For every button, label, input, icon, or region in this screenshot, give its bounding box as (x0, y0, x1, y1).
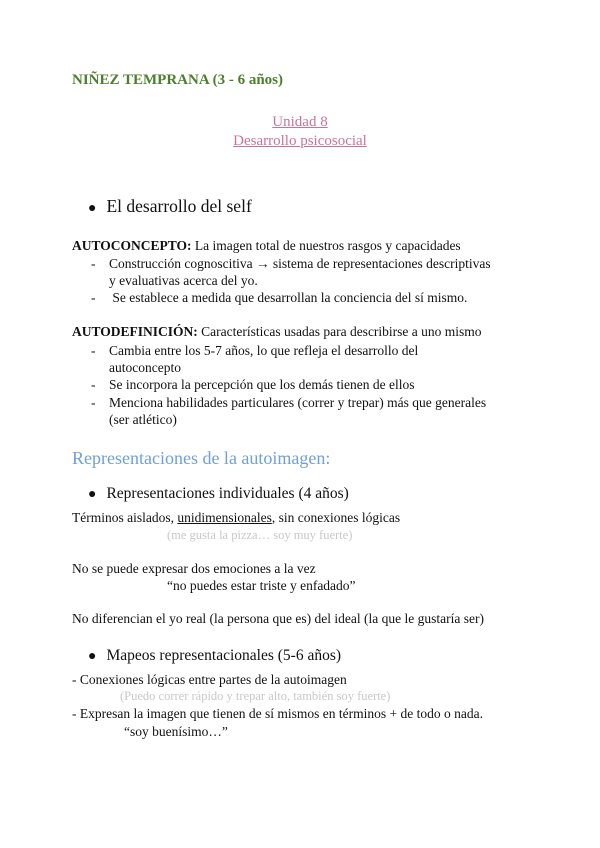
bullet-icon: ● (88, 201, 97, 216)
list-item-text: Se establece a medida que desarrollan la conciencia del sí mismo. (109, 290, 468, 305)
dash-icon: - (91, 290, 96, 305)
mapeos-heading-text: Mapeos representacionales (5-6 años) (106, 647, 342, 664)
list-item (91, 377, 415, 393)
mapeos-line1: - Conexiones lógicas entre partes de la autoimagen (72, 672, 347, 687)
list-item-text: Menciona habilidades particulares (correr y trepar) más que generales (109, 395, 487, 410)
autodefinicion-definition (72, 324, 482, 340)
bullet-icon: ● (88, 649, 97, 664)
individuales-example: (me gusta la pizza… soy muy fuerte) (167, 528, 353, 542)
individuales-heading-text: Representaciones individuales (4 años) (106, 485, 349, 502)
list-item-continuation: (ser atlético) (109, 412, 177, 427)
list-item (91, 343, 418, 359)
individuales-quote: “no puedes estar triste y enfadado” (167, 578, 356, 593)
self-heading-text: El desarrollo del self (106, 196, 252, 216)
individuales-line1 (72, 510, 400, 526)
dash-icon: - (91, 256, 96, 271)
list-item (91, 395, 486, 411)
text: Términos aislados, (72, 510, 178, 525)
dash-icon: - (91, 343, 96, 358)
autodefinicion-text: Características usadas para describirse a uno mismo (197, 324, 482, 339)
list-item-text: Se incorpora la percepción que los demás tienen de ellos (109, 377, 415, 392)
list-item (91, 290, 467, 306)
list-item-text: Cambia entre los 5-7 años, lo que refleja el desarrollo del (109, 343, 419, 358)
section-title: NIÑEZ TEMPRANA (3 - 6 años) (72, 72, 283, 88)
mapeos-line2: - Expresan la imagen que tienen de sí mismos en términos + de todo o nada. (72, 706, 484, 721)
list-item (91, 256, 491, 272)
dash-icon: - (91, 377, 96, 392)
mapeos-quote: “soy buenísimo…” (124, 724, 228, 739)
dash-icon: - (91, 395, 96, 410)
list-item-continuation: y evaluativas acerca del yo. (109, 273, 258, 288)
individuales-line2: No se puede expresar dos emociones a la vez (72, 561, 316, 576)
individuales-heading (88, 485, 349, 503)
individuales-line3: No diferencian el yo real (la persona que es) del ideal (la que le gustaría ser) (72, 611, 484, 626)
unit-number: Unidad 8 (272, 114, 328, 130)
autoconcepto-term: AUTOCONCEPTO: (72, 238, 192, 253)
unit-title: Desarrollo psicosocial (233, 133, 367, 149)
underlined-term: unidimensionales (177, 510, 272, 525)
list-item-text: Construcción cognoscitiva → sistema de representaciones descriptivas (109, 256, 491, 271)
bullet-icon: ● (88, 487, 97, 502)
mapeos-heading (88, 647, 341, 665)
mapeos-example: (Puedo correr rápido y trepar alto, también soy fuerte) (120, 689, 391, 703)
autodefinicion-term: AUTODEFINICIÓN: (72, 324, 198, 339)
list-item-continuation: autoconcepto (109, 360, 181, 375)
autoconcepto-definition (72, 238, 461, 254)
representaciones-title: Representaciones de la autoimagen: (72, 448, 331, 468)
self-heading (88, 196, 252, 217)
text: , sin conexiones lógicas (271, 510, 401, 525)
autoconcepto-text: La imagen total de nuestros rasgos y capacidades (191, 238, 461, 253)
